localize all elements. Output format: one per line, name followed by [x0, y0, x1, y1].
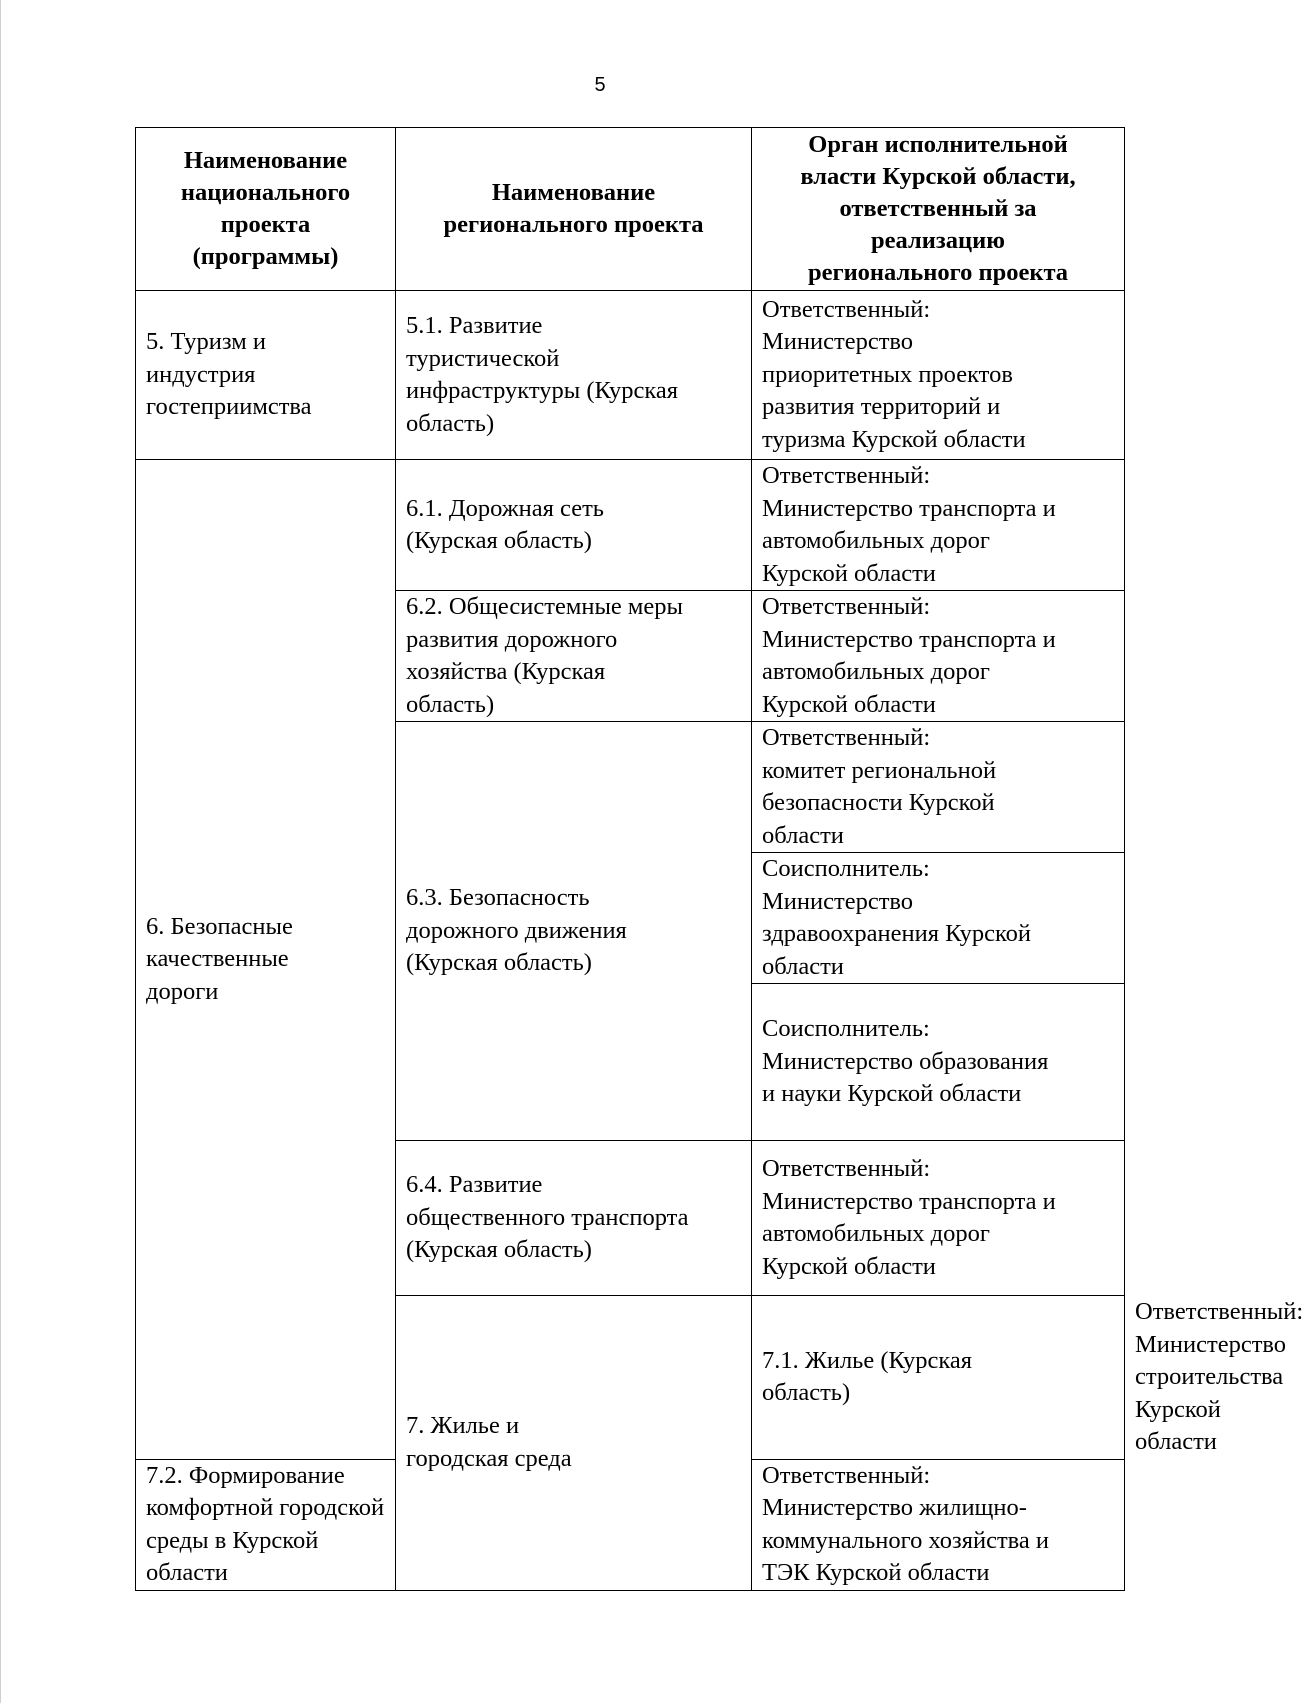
table-row — [136, 460, 1125, 591]
regional-project-cell: 7.1. Жилье (Курская область) — [752, 1296, 1125, 1460]
header-executive-body: Орган исполнительной власти Курской области, ответственный за реализацию регионального проекта — [752, 128, 1125, 291]
regional-project-cell: 6.1. Дорожная сеть (Курская область) — [396, 460, 752, 591]
page-number: 5 — [594, 74, 606, 96]
executive-body-cell: Ответственный: Министерство транспорта и автомобильных дорог Курской области — [752, 1141, 1125, 1296]
executive-body-cell: Ответственный: Министерство транспорта и автомобильных дорог Курской области — [752, 591, 1125, 722]
executive-body-cell: Ответственный: Министерство приоритетных проектов развития территорий и туризма Курской области — [752, 291, 1125, 460]
national-project-cell: 7. Жилье и городская среда — [396, 1296, 752, 1591]
header-national-project: Наименование национального проекта (программы) — [136, 128, 396, 291]
national-project-cell: 6. Безопасные качественные дороги — [136, 460, 396, 1460]
executive-body-cell: Соисполнитель: Министерство здравоохранения Курской области — [752, 853, 1125, 984]
table-row: 7. Жилье и городская среда 7.1. Жилье (Курская область) Ответственный: Министерство строительства Курской области — [136, 1296, 1125, 1460]
table-header-row — [136, 128, 1125, 291]
executive-body-cell: Ответственный: Министерство жилищно- коммунального хозяйства и ТЭК Курской области — [752, 1459, 1125, 1590]
table-row — [136, 291, 1125, 460]
header-regional-project: Наименование регионального проекта — [396, 128, 752, 291]
regional-project-cell: 6.3. Безопасность дорожного движения (Курская область) — [396, 722, 752, 1141]
projects-table — [135, 127, 1303, 1591]
regional-project-cell: 5.1. Развитие туристической инфраструктуры (Курская область) — [396, 291, 752, 460]
national-project-cell: 5. Туризм и индустрия гостеприимства — [136, 291, 396, 460]
regional-project-cell: 6.4. Развитие общественного транспорта (Курская область) — [396, 1141, 752, 1296]
executive-body-cell: Ответственный: Министерство транспорта и автомобильных дорог Курской области — [752, 460, 1125, 591]
executive-body-cell: Соисполнитель: Министерство образования и науки Курской области — [752, 984, 1125, 1141]
regional-project-cell: 7.2. Формирование комфортной городской среды в Курской области — [136, 1459, 396, 1590]
executive-body-cell: Ответственный: комитет региональной безопасности Курской области — [752, 722, 1125, 853]
regional-project-cell: 6.2. Общесистемные меры развития дорожного хозяйства (Курская область) — [396, 591, 752, 722]
